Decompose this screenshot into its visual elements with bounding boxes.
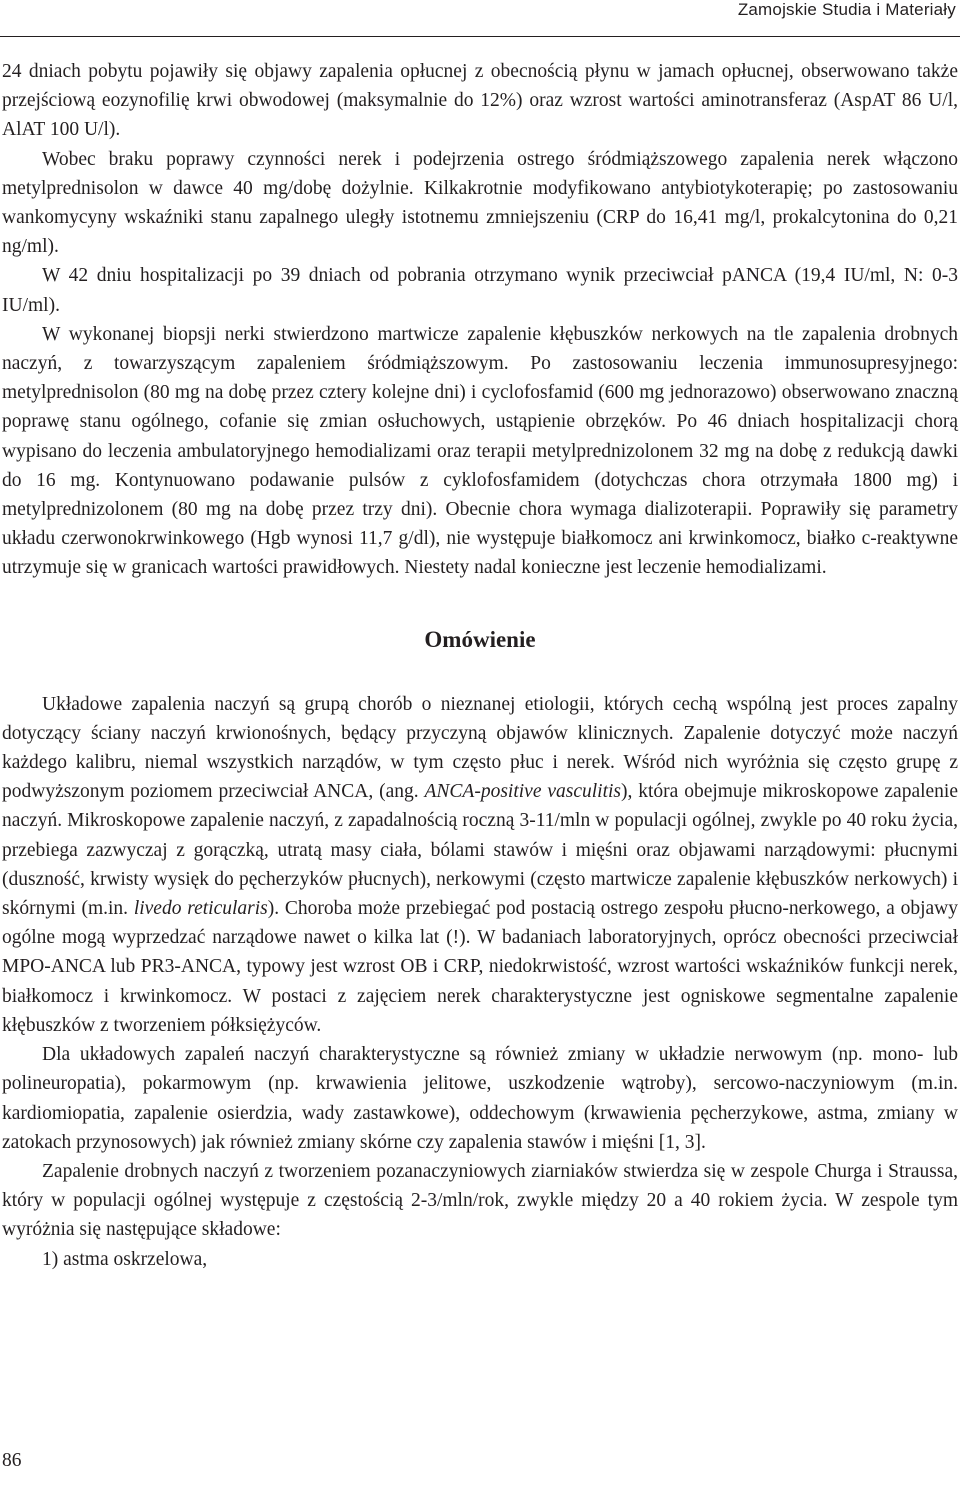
text-run: Układowe zapalenia naczyń są grupą chorób o nieznanej etiologii, których cechą wspólną jest proces zapalny dotyczący ściany naczyń krwionośnych, będący przyczyną objawów klinicznych. Zapalenie dotyczyć może naczyń każdego kalibru, niemal wszystkich narządów, w tym często płuc i nerek. Wśród nich wyróżnia się często grupę z podwyższonym poziomem przeciwciał ANCA, (ang. <box>2 693 958 803</box>
article-body <box>2 57 958 1274</box>
section-heading: Omówienie <box>424 626 536 652</box>
case-report-text <box>2 57 958 583</box>
paragraph <box>2 1040 958 1157</box>
text-run: W wykonanej biopsji nerki stwierdzono martwicze zapalenie kłębuszków nerkowych na tle zapalenia drobnych naczyń, z towarzyszącym zapaleniem śródmiąższowym. Po zastosowaniu leczenia immunosupresyjnego: metylprednisolon (80 mg na dobę przez cztery kolejne dni) i cyclofosfamid (600 mg jednorazowo) obserwowano znaczną poprawę stanu ogólnego, cofanie się zmian osłuchowych, ustąpienie obrzęków. Po 46 dniach hospitalizacji chorą wypisano do leczenia ambulatoryjnego hemodializami oraz terapii metylprednizolonem 32 mg na dobę z redukcją dawki do 16 mg. Kontynuowano podawanie pulsów z cyklofosfamidem (dotychczas chora otrzymała 1800 mg) i metylprednizolonem (80 mg na dobę przez trzy dni). Obecnie chora wymaga dializoterapii. Poprawiły się parametry układu czerwonokrwinkowego (Hgb wynosi 11,7 g/dl), nie występuje białkomocz ani krwinkomocz, białko c-reaktywne utrzymuje się w granicach wartości prawidłowych. Niestety nadal konieczne jest leczenie hemodializami. <box>2 323 958 579</box>
page-number: 86 <box>2 1450 22 1471</box>
paragraph <box>2 1245 958 1274</box>
paragraph <box>2 57 958 145</box>
text-run: Wobec braku poprawy czynności nerek i podejrzenia ostrego śródmiąższowego zapalenia nerek włączono metylprednisolon w dawce 40 mg/dobę dożylnie. Kilkakrotnie modyfikowano antybiotykoterapię; po zastosowaniu wankomycyny wskaźniki stanu zapalnego uległy istotnemu zmniejszeniu (CRP do 16,41 mg/l, prokalcytonina do 0,21 ng/ml). <box>2 148 958 258</box>
text-run: 24 dniach pobytu pojawiły się objawy zapalenia opłucnej z obecnością płynu w jamach opłucnej, obserwowano także przejściową eozynofilię krwi obwodowej (maksymalnie do 12%) oraz wzrost wartości aminotransferaz (AspAT 86 U/l, AlAT 100 U/l). <box>2 61 958 141</box>
text-run: ). Choroba może przebiegać pod postacią ostrego zespołu płucno-nerkowego, a objawy ogólne mogą wyprzedzać narządowe nawet o kilka lat (!). W badaniach laboratoryjnych, oprócz obecności przeciwciał MPO-ANCA lub PR3-ANCA, typowy jest wzrost OB i CRP, niedokrwistość, wzrost wartości wskaźników funkcji nerek, białkomocz i krwinkomocz. W postaci z zajęciem nerek charakterystyczne jest ogniskowe segmentalne zapalenie kłębuszków z tworzeniem półksiężyców. <box>2 898 959 1036</box>
paragraph <box>2 145 958 262</box>
text-run: W 42 dniu hospitalizacji po 39 dniach od pobrania otrzymano wynik przeciwciał pANCA (19,4 IU/ml, N: 0-3 IU/ml). <box>2 265 958 316</box>
paragraph <box>2 690 958 1040</box>
text-run: 1) astma oskrzelowa, <box>42 1248 208 1270</box>
italic-term: livedo reticularis <box>133 898 268 920</box>
text-run: ), która obejmuje mikroskopowe zapalenie naczyń. Mikroskopowe zapalenie naczyń, z zapadalnością roczną 3-11/mln w populacji ogólnej, zwykle po 40 roku życia, przebiega zazwyczaj z gorączką, utratą masy ciała, bólami stawów i mięśni oraz objawami narządowymi: płucnymi (duszność, krwisty wysięk do pęcherzyków płucnych), nerkowymi (często martwicze zapalenie kłębuszków nerkowych) i skórnymi (m.in. <box>2 781 959 920</box>
italic-term: ANCA-positive vasculitis <box>424 781 622 803</box>
paragraph <box>2 1157 958 1245</box>
discussion-text <box>2 690 958 1274</box>
text-run: Zapalenie drobnych naczyń z tworzeniem pozanaczyniowych ziarniaków stwierdza się w zespole Churga i Straussa, który w populacji ogólnej występuje z częstością 2-3/mln/rok, zwykle między 20 a 40 rokiem życia. W zespole tym wyróżnia się następujące składowe: <box>2 1160 958 1241</box>
header-rule <box>0 36 960 37</box>
paragraph <box>2 261 958 319</box>
paragraph <box>2 320 958 583</box>
text-run: Dla układowych zapaleń naczyń charakterystyczne są również zmiany w układzie nerwowym (np. mono- lub polineuropatia), pokarmowym (np. krwawienia jelitowe, uszkodzenie wątroby), sercowo-naczyniowym (m.in. kardiomiopatia, zapalenie osierdzia, wady zastawkowe), oddechowym (krwawienia pęcherzykowe, astma, zmiany w zatokach przynosowych) jak również zmiany skórne czy zapalenia stawów i mięśni [1, 3]. <box>2 1044 958 1153</box>
running-header: Zamojskie Studia i Materiały <box>737 0 956 19</box>
